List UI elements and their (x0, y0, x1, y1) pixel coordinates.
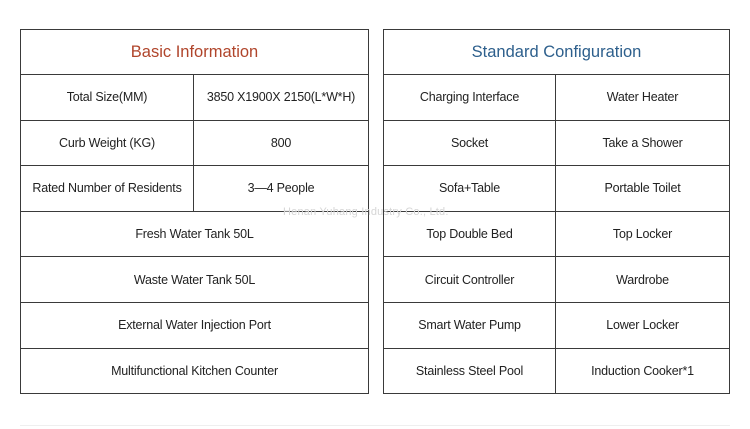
table-cell: 800 (194, 120, 369, 166)
table-row (384, 166, 730, 212)
table-cell: Total Size(MM) (21, 75, 194, 121)
table-row (21, 120, 369, 166)
table-row (21, 211, 369, 257)
table-cell: Take a Shower (556, 120, 730, 166)
table-cell: Sofa+Table (384, 166, 556, 212)
table-cell: 3—4 People (194, 166, 369, 212)
table-cell: Portable Toilet (556, 166, 730, 212)
table-cell: Fresh Water Tank 50L (21, 211, 369, 257)
table-cell: Water Heater (556, 75, 730, 121)
table-row (21, 257, 369, 303)
standard-configuration-heading: Standard Configuration (384, 30, 730, 75)
table-cell: Multifunctional Kitchen Counter (21, 348, 369, 394)
table-cell: External Water Injection Port (21, 302, 369, 348)
table-cell: 3850 X1900X 2150(L*W*H) (194, 75, 369, 121)
table-cell: Top Double Bed (384, 211, 556, 257)
table-cell: Rated Number of Residents (21, 166, 194, 212)
table-cell: Top Locker (556, 211, 730, 257)
table-cell: Waste Water Tank 50L (21, 257, 369, 303)
table-cell: Curb Weight (KG) (21, 120, 194, 166)
watermark-text: Henan Yuhang Industry Co., Ltd. (283, 206, 449, 218)
basic-information-heading: Basic Information (21, 30, 369, 75)
table-cell: Stainless Steel Pool (384, 348, 556, 394)
table-row (384, 257, 730, 303)
table-cell: Circuit Controller (384, 257, 556, 303)
table-row (384, 75, 730, 121)
table-row (21, 348, 369, 394)
table-cell: Smart Water Pump (384, 302, 556, 348)
table-row (21, 75, 369, 121)
table-row (21, 166, 369, 212)
table-row (384, 348, 730, 394)
table-cell: Lower Locker (556, 302, 730, 348)
table-row (384, 211, 730, 257)
table-cell: Socket (384, 120, 556, 166)
table-cell: Wardrobe (556, 257, 730, 303)
table-row (384, 302, 730, 348)
divider (20, 425, 730, 426)
table-row (21, 302, 369, 348)
table-row (384, 120, 730, 166)
table-cell: Charging Interface (384, 75, 556, 121)
table-cell: Induction Cooker*1 (556, 348, 730, 394)
